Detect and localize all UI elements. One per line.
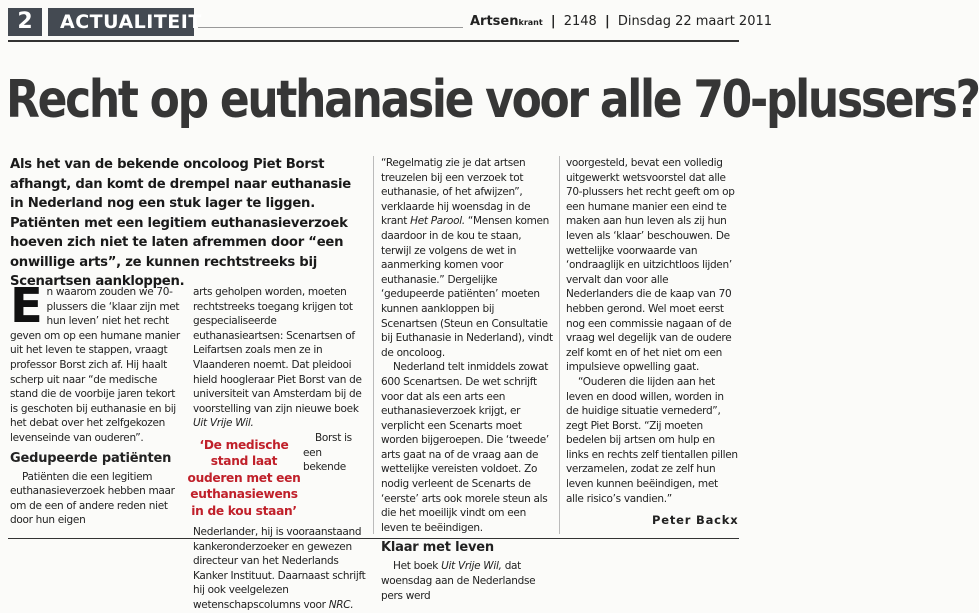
page-number: 2 bbox=[8, 8, 42, 36]
body-text: “Ouderen die lijden aan het leven en dood willen, worden in de huidige situatie vernederd”, zegt Piet Borst. “Zij moeten bedelen bij artsen om hulp en links en rechts zelf tientallen pillen verzamelen, zodat ze zelf hun leven kunnen beëindigen, met alle risico’s vandien.” bbox=[566, 375, 738, 505]
subheading: Gedupeerde patiënten bbox=[10, 450, 172, 466]
body-text: n waarom zouden we 70-plussers die ‘klaar zijn met hun leven’ niet het recht geven om op een humane manier uit het leven te stappen, vraagt professor Borst zich af. Hij haalt scherp uit naar “de medische stand die de voorbije jaren tekort is geschoten bij euthanasie en bij het debat over het zelfgekozen levenseinde van ouderen”. bbox=[10, 286, 180, 444]
headline: Recht op euthanasie voor alle 70-plussers? bbox=[6, 70, 979, 131]
body-text: voorgesteld, bevat een volledig uitgewerkt wetsvoorstel dat alle 70-plussers het recht geeft om op een humane manier een eind te maken aan hun leven als zij hun leven als ‘klaar’ beschouwen. De wettelijke voorwaarde van ‘ondraaglijk en uitzichtloos lijden’ vervalt dan voor alle Nederlanders die de kaap van 70 hebben gerond. Wel moet eerst nog een commissie nagaan of de vraag wel degelijk van de oudere zelf komt en of het niet om een impulsieve opwelling gaat. bbox=[566, 157, 735, 374]
body-text: Patiënten die een legitiem euthanasieverzoek hebben maar om de een of andere reden niet door hun eigen bbox=[10, 470, 175, 527]
pull-quote: ‘De medische stand laat ouderen met een euthanasiewens in de kou staan’ bbox=[187, 437, 301, 518]
brand-sub: krant bbox=[518, 18, 543, 27]
body-text: “Mensen komen daardoor in de kou te staan, terwijl ze volgens de wet in aanmerking komen voor euthanasie.” Dergelijke ‘gedupeerde patiënten’ moeten kunnen aankloppen bij Scenartsen (Steun en Consultatie bij Euthanasie in Nederland), vindt de oncoloog. bbox=[381, 215, 553, 359]
article-column-1 bbox=[10, 278, 180, 528]
newspaper-name: Het Parool. bbox=[410, 215, 465, 228]
body-text: Het boek bbox=[393, 560, 439, 573]
masthead-separator: | bbox=[604, 14, 610, 29]
issue-number: 2148 bbox=[563, 14, 597, 29]
masthead-separator: | bbox=[550, 14, 556, 29]
body-text: “Regelmatig zie je dat artsen treuzelen bij een verzoek tot euthanasie, of het afwijzen”, verklaarde hij woensdag in de krant bbox=[381, 157, 531, 228]
masthead bbox=[470, 14, 772, 29]
bottom-rule bbox=[8, 538, 739, 539]
article-column-2 bbox=[187, 285, 366, 613]
body-text: dat woensdag aan de Nederlandse pers werd bbox=[381, 560, 536, 602]
column-divider bbox=[373, 156, 374, 534]
brand-name: Artsen bbox=[470, 14, 519, 29]
book-title: Uit Vrije Wil. bbox=[193, 417, 254, 430]
issue-date: Dinsdag 22 maart 2011 bbox=[617, 14, 773, 29]
body-text: Borst is een bekende Nederlander, hij is vooraanstaand kankeronderzoeker en gewezen directeur van het Nederlands Kanker Instituut. Daarnaast schrijft hij ook veelgelezen wetenschapscolumns voor bbox=[193, 431, 366, 611]
header-rule bbox=[198, 27, 463, 28]
article-column-4 bbox=[566, 156, 738, 506]
article-column-3 bbox=[381, 156, 553, 603]
byline: Peter Backx bbox=[652, 513, 739, 527]
body-text: arts geholpen worden, moeten rechtstreeks toegang krijgen tot gespecialiseerde euthanasieartsen: Scenartsen of Leifartsen zoals men ze in Vlaanderen noemt. Dat pleidooi hield hoogleraar Piet Borst van de universiteit van Amsterdam bij de voorstelling van zijn nieuwe boek bbox=[193, 286, 362, 415]
drop-cap: E bbox=[10, 278, 43, 334]
newspaper-name: NRC. bbox=[328, 598, 354, 611]
lead-paragraph: Als het van de bekende oncoloog Piet Borst afhangt, dan komt de drempel naar euthanasie in Nederland nog een stuk lager te liggen. Patiënten met een legitiem euthanasieverzoek hoeven zich niet te laten afremmen door “een onwillige arts”, ze kunnen rechtstreeks bij Scenartsen aankloppen. bbox=[10, 157, 351, 289]
book-title: Uit Vrije Wil, bbox=[441, 560, 502, 573]
subheading: Klaar met leven bbox=[381, 540, 494, 556]
body-text: Nederland telt inmiddels zowat 600 Scenartsen. De wet schrijft voor dat als een arts een euthanasieverzoek krijgt, er verplicht een Scenarts moet worden bijgeroepen. Die ‘tweede’ arts gaat na of de vraag aan de wettelijke vereisten voldoet. Zo nodig verleent de Scenarts de ‘eerste’ arts ook morele steun als die het moeilijk vindt om een leven te beëindigen. bbox=[381, 361, 549, 534]
column-divider bbox=[559, 156, 560, 534]
section-label: ACTUALITEIT bbox=[48, 8, 194, 36]
top-rule bbox=[8, 40, 739, 42]
